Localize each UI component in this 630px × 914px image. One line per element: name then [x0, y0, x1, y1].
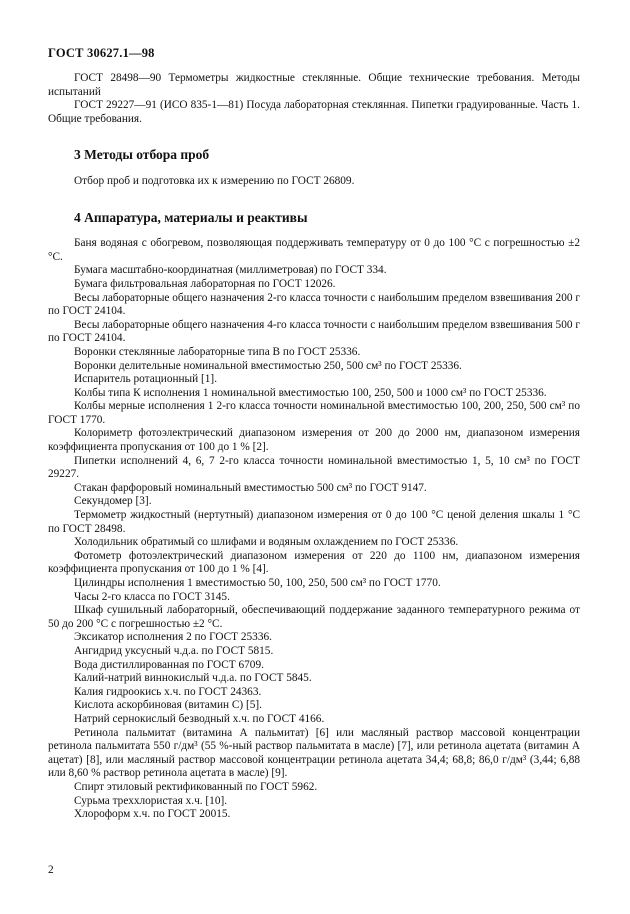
apparatus-item: Секундомер [3]. — [74, 495, 152, 508]
apparatus-item: Калия гидроокись х.ч. по ГОСТ 24363. — [74, 685, 262, 698]
apparatus-item: Сурьма треххлористая х.ч. [10]. — [74, 794, 228, 807]
apparatus-item: Натрий сернокислый безводный х.ч. по ГОСТ 4166. — [74, 712, 325, 725]
apparatus-item: Фотометр фотоэлектрический диапазоном измерения от 220 до 1100 нм, диапазоном измерения коэффициента пропускания от 100 до 1 % [4]. — [48, 549, 580, 576]
apparatus-item: Цилиндры исполнения 1 вместимостью 50, 100, 250, 500 см³ по ГОСТ 1770. — [74, 577, 441, 589]
apparatus-item: Ретинола пальмитат (витамина А пальмитат) [6] или масляный раствор массовой концентрации ретинола пальмитата 550 г/дм³ (55 %-ный раствор пальмитата в масле) [7], или ретинола ацетата (витамин А ацетат) [8], или масляный раствор массовой концентрации ретинола ацетата 34,4; 68,8; 86,0 г/дм³ (3,44; 6,88 или 8,60 % раствор ретинола ацетата в масле) [9]. — [48, 726, 580, 780]
apparatus-item: Колбы типа К исполнения 1 номинальной вместимостью 100, 250, 500 и 1000 см³ по ГОСТ 25336. — [74, 386, 547, 399]
apparatus-item: Колориметр фотоэлектрический диапазоном измерения от 200 до 2000 нм, диапазоном измерения коэффициента пропускания от 100 до 1 % [2]. — [48, 427, 580, 454]
references-list — [48, 72, 580, 126]
apparatus-item: Шкаф сушильный лабораторный, обеспечивающий поддержание заданного температурного режима от 50 до 200 °С с погрешностью ±2 °С. — [48, 604, 580, 630]
apparatus-item: Колбы мерные исполнения 1 2-го класса точности номинальной вместимостью 100, 200, 250, 500 см³ по ГОСТ 1770. — [48, 400, 580, 426]
apparatus-item: Воронки делительные номинальной вместимостью 250, 500 см³ по ГОСТ 25336. — [74, 359, 462, 372]
apparatus-item: Холодильник обратимый со шлифами и водяным охлаждением по ГОСТ 25336. — [74, 536, 459, 549]
apparatus-item: Весы лабораторные общего назначения 2-го класса точности с наибольшим пределом взвешивания 200 г по ГОСТ 24104. — [48, 291, 580, 318]
apparatus-item: Часы 2-го класса по ГОСТ 3145. — [74, 590, 230, 603]
section-text-methods: Отбор проб и подготовка их к измерению по ГОСТ 26809. — [74, 174, 355, 187]
apparatus-item: Бумага масштабно-координатная (миллиметровая) по ГОСТ 334. — [74, 264, 387, 277]
reference-item: ГОСТ 29227—91 (ИСО 835-1—81) Посуда лабораторная стеклянная. Пипетки градуированные. Часть 1. Общие требования. — [48, 99, 580, 125]
reference-item: ГОСТ 28498—90 Термометры жидкостные стеклянные. Общие технические требования. Методы испытаний — [48, 72, 580, 98]
apparatus-item: Кислота аскорбиновая (витамин С) [5]. — [74, 699, 263, 712]
apparatus-item: Хлороформ х.ч. по ГОСТ 20015. — [74, 808, 231, 821]
apparatus-item: Ангидрид уксусный ч.д.а. по ГОСТ 5815. — [74, 644, 274, 657]
apparatus-item: Весы лабораторные общего назначения 4-го класса точности с наибольшим пределом взвешивания 500 г по ГОСТ 24104. — [48, 318, 580, 345]
section-heading-methods: 3 Методы отбора проб — [74, 147, 210, 163]
apparatus-list — [48, 237, 580, 822]
apparatus-item: Испаритель ротационный [1]. — [74, 373, 218, 386]
apparatus-item: Пипетки исполнений 4, 6, 7 2-го класса точности номинальной вместимостью 1, 5, 10 см³ по ГОСТ 29227. — [48, 454, 580, 481]
apparatus-item: Спирт этиловый ректификованный по ГОСТ 5962. — [74, 780, 318, 793]
apparatus-item: Стакан фарфоровый номинальный вместимостью 500 см³ по ГОСТ 9147. — [74, 481, 427, 494]
apparatus-item: Калий-натрий виннокислый ч.д.а. по ГОСТ 5845. — [74, 672, 312, 685]
page-number: 2 — [48, 864, 54, 876]
document-body — [48, 72, 580, 822]
apparatus-item: Воронки стеклянные лабораторные типа В по ГОСТ 25336. — [74, 345, 361, 358]
document-header: ГОСТ 30627.1—98 — [48, 46, 155, 60]
section-heading-apparatus: 4 Аппаратура, материалы и реактивы — [74, 209, 308, 225]
apparatus-item: Бумага фильтровальная лабораторная по ГОСТ 12026. — [74, 277, 336, 290]
apparatus-item: Эксикатор исполнения 2 по ГОСТ 25336. — [74, 631, 272, 644]
apparatus-item: Термометр жидкостный (нертутный) диапазоном измерения от 0 до 100 °С ценой деления шкалы 1 °С по ГОСТ 28498. — [48, 509, 580, 535]
apparatus-item: Вода дистиллированная по ГОСТ 6709. — [74, 658, 264, 671]
apparatus-item: Баня водяная с обогревом, позволяющая поддерживать температуру от 0 до 100 °С с погрешностью ±2 °С. — [48, 237, 580, 263]
